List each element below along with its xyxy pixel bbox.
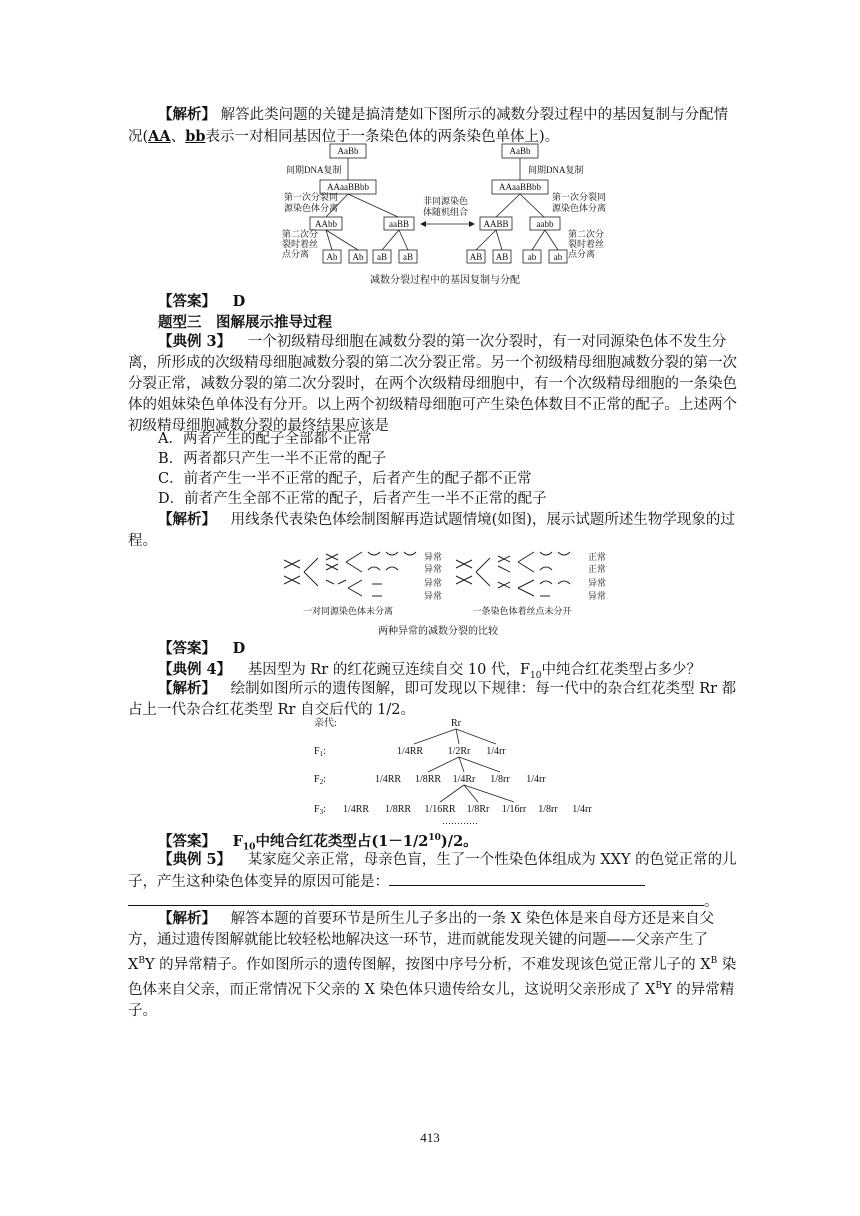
gamete: AB (469, 252, 483, 262)
gamete: ab (527, 252, 537, 262)
f3-item: 1/8rr (538, 804, 558, 815)
gamete: aB (403, 252, 413, 262)
analysis-5 (128, 908, 738, 1022)
second-right-3: 点分离 (568, 249, 596, 259)
option-d: D．前者产生全部不正常的配子，后者产生一半不正常的配子 (158, 491, 547, 507)
gamete: AB (495, 252, 509, 262)
parent-genotype: Rr (451, 718, 461, 729)
left-label: 异常 (424, 591, 443, 601)
f3-label: $F_3$: (314, 804, 326, 816)
page-number: 413 (420, 1130, 440, 1145)
figure-1-caption: 减数分裂过程中的基因复制与分配 (370, 275, 520, 286)
analysis-text-2: Y 的异常精子。作如图所示的遗传图解，按图中序号分析，不难发现该色觉正常儿子的 X (144, 956, 711, 973)
answer-blank-2[interactable] (128, 891, 704, 906)
label-left-a: AAbb (315, 219, 337, 229)
f1-item: 1/4RR (396, 746, 424, 757)
mid-label-2: 体随机组合 (423, 207, 469, 217)
second-right-1: 第二次分 (568, 229, 605, 239)
first-div-left-1: 第一次分裂同 (284, 192, 339, 202)
answer-3 (128, 638, 738, 660)
f2-item: 1/8RR (414, 774, 442, 785)
separator: 、 (170, 129, 186, 145)
period: 。 (704, 894, 719, 910)
left-label: 异常 (424, 564, 443, 574)
gamete: Ab (352, 252, 364, 262)
label-left-b: aaBB (389, 219, 409, 229)
example-tag: 【典例 5】 (158, 851, 232, 868)
f2-item: 1/8rr (490, 774, 510, 785)
genetic-cross-figure (310, 714, 600, 826)
label-right-top: AaBb (509, 146, 531, 156)
answer-1 (128, 291, 738, 313)
f3-item: 1/16rr (501, 804, 527, 815)
answer-value: D (232, 293, 246, 310)
superscript: B (138, 956, 145, 966)
example-5 (128, 849, 738, 893)
superscript: B (655, 980, 663, 991)
f1-item: 1/4rr (486, 746, 506, 757)
meiosis-gene-figure (280, 142, 610, 290)
second-right-2: 裂时着丝 (568, 239, 605, 249)
left-caption: 一对同源染色体未分离 (302, 606, 394, 616)
analysis-tag: 【解析】 (158, 910, 216, 927)
gamete: ab (553, 252, 563, 262)
label-right-a: AABB (483, 219, 509, 229)
label-right-b: aabb (536, 219, 554, 229)
example-text: 某家庭父亲正常，母亲色盲，生了一个性染色体组成为 XXY 的色觉正常的儿子，产生这种染色体变异的原因可能是： (128, 852, 737, 890)
figure-2-caption: 两种异常的减数分裂的比较 (378, 626, 498, 637)
section-heading: 题型三 图解展示推导过程 (158, 314, 332, 331)
option-a: A．两者产生的配子全部都不正常 (158, 431, 372, 447)
first-div-left-2: 源染色体分离 (284, 203, 339, 213)
analysis-text: 绘制如图所示的遗传图解，即可发现以下规律：每一代中的杂合红花类型 Rr 都占上一代杂合红花类型 Rr 自交后代的 1/2。 (128, 681, 737, 718)
analysis-text-3: 染色体来自父亲，而正常情况下父亲的 X 染色体只遗传给女儿，这说明父亲形成了 X (128, 956, 737, 998)
example-text: 基因型为 Rr 的红花豌豆连续自交 10 代，F (247, 662, 531, 678)
f2-label: $F_2$: (314, 774, 326, 786)
left-label: 异常 (424, 552, 443, 562)
analysis-text-2: 表示一对相同基因位于一条染色体的两条染色单体上)。 (205, 129, 560, 145)
example-3 (128, 331, 738, 437)
label-left-top: AaBb (337, 146, 359, 156)
analysis-text: 解答此类问题的关键是搞清楚如下图所示的减数分裂过程中的基因复制与分配情况( (128, 107, 729, 145)
gene-aa: AA (148, 128, 171, 145)
answer-tag: 【答案】 (158, 640, 216, 657)
option-c: C．前者产生一半不正常的配子，后者产生的配子都不正常 (158, 471, 532, 487)
answer-blank-1[interactable] (389, 871, 645, 886)
answer-text-2: 中纯合红花类型占(1－1/2 (255, 832, 429, 850)
answer-text-3: )/2。 (440, 832, 478, 850)
f3-item: 1/4RR (342, 804, 370, 815)
example-tag: 【典例 4】 (158, 661, 232, 678)
f3-item: 1/8Rr (466, 804, 490, 815)
f3-item: 1/4rr (572, 804, 592, 815)
label-right-dup: AAaaBBbb (499, 182, 541, 192)
subscript: 10 (242, 842, 256, 853)
analysis-text: 解答本题的首要环节是所生儿子多出的一条 X 染色体是来自母方还是来自父方，通过遗传图解就能比较轻松地解决这一环节，进而就能发现关键的问题——父亲产生了 X (128, 911, 715, 973)
f3-item: 1/16RR (424, 804, 456, 815)
f2-item: 1/4Rr (452, 774, 476, 785)
continuation-dots: ………… (442, 816, 478, 826)
answer-text: F (232, 832, 243, 850)
right-label: 正常 (588, 552, 607, 562)
mid-label-1: 非同源染色 (423, 196, 469, 206)
right-replication-label: 间期DNA复制 (528, 165, 584, 175)
answer-tag: 【答案】 (158, 832, 216, 850)
analysis-text: 用线条代表染色体绘制图解再造试题情境(如图)，展示试题所述生物学现象的过程。 (128, 512, 735, 549)
abnormal-meiosis-figure (278, 548, 618, 640)
example-text-2: 中纯合红花类型占多少？ (541, 662, 701, 678)
right-label: 异常 (588, 591, 607, 601)
label-left-dup: AAaaBBbb (327, 182, 369, 192)
option-b: B．两者都只产生一半不正常的配子 (158, 451, 387, 467)
right-label: 异常 (588, 578, 607, 588)
analysis-tag: 【解析】 (158, 511, 216, 528)
second-left-1: 第二次分 (282, 229, 319, 239)
f1-label: $F_1$: (314, 746, 326, 758)
first-div-right-2: 源染色体分离 (552, 203, 607, 213)
second-left-3: 点分离 (282, 249, 310, 259)
answer-tag: 【答案】 (158, 293, 216, 310)
f2-item: 1/4rr (526, 774, 546, 785)
parent-label: 亲代: (314, 718, 337, 729)
analysis-3 (128, 509, 738, 552)
analysis-text-4: Y 的异常精子。 (128, 981, 735, 1019)
analysis-tag: 【解析】 (158, 680, 216, 697)
gamete: Ab (326, 252, 338, 262)
right-label: 正常 (588, 564, 607, 574)
left-label: 异常 (424, 578, 443, 588)
right-caption: 一条染色体着丝点未分开 (472, 606, 572, 616)
f1-item: 1/2Rr (447, 746, 471, 757)
analysis-tag: 【解析】 (158, 106, 216, 123)
second-left-2: 裂时着丝 (282, 239, 319, 249)
first-div-right-1: 第一次分裂同 (552, 192, 607, 202)
superscript: B (710, 956, 718, 966)
left-replication-label: 间期DNA复制 (286, 165, 342, 175)
superscript: 10 (428, 833, 441, 843)
f3-item: 1/8RR (384, 804, 412, 815)
subscript: 10 (530, 670, 542, 681)
example-text: 一个初级精母细胞在减数分裂的第一次分裂时，有一对同源染色体不发生分离，所形成的次级精母细胞减数分裂的第二次分裂正常。另一个初级精母细胞减数分裂的第一次分裂正常，减数分裂的第二次分裂时，在两个次级精母细胞中，有一个次级精母细胞的一条染色体的姐妹染色单体没有分开。以上两个初级精母细胞可产生染色体数目不正常的配子。上述两个初级精母细胞减数分裂的最终结果应该是 (128, 334, 737, 434)
gamete: aB (377, 252, 387, 262)
example-tag: 【典例 3】 (158, 333, 232, 350)
f2-item: 1/4RR (374, 774, 402, 785)
answer-value: D (232, 640, 246, 657)
gene-bb: bb (185, 128, 206, 145)
